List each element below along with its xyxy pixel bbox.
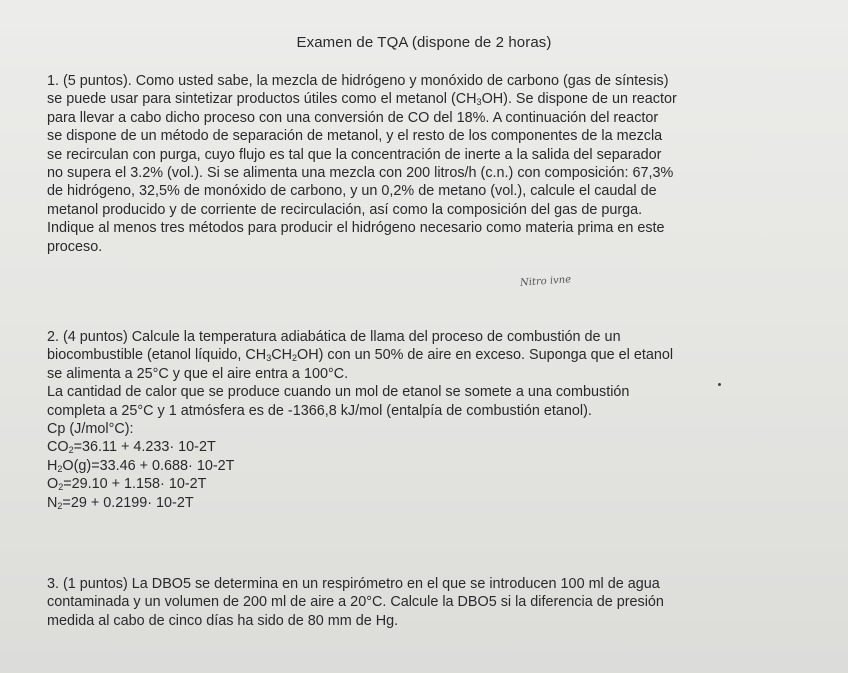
question-3 xyxy=(47,575,825,630)
q3-line: 3. (1 puntos) La DBO5 se determina en un respirómetro en el que se introducen 100 ml de agua xyxy=(47,576,660,592)
q2-line: biocombustible (etanol líquido, $CH_3CH_2OH$) con un 50% de aire en exceso. Suponga que el etanol xyxy=(47,347,674,364)
q1-line: se recirculan con purga, cuyo flujo es tal que la concentración de inerte a la salida del separador xyxy=(47,146,662,163)
cp-co2: $CO_2=36.11 + 4.233\cdot 10-2T$ xyxy=(47,439,216,456)
question-2 xyxy=(47,328,825,512)
q1-line: proceso. xyxy=(47,238,103,255)
question-1 xyxy=(47,72,825,256)
q2-line: 2. (4 puntos) Calcule la temperatura adiabática de llama del proceso de combustión de un xyxy=(47,329,621,345)
stray-mark xyxy=(718,383,721,386)
q1-line: metanol producido y de corriente de recirculación, así como la composición del gas de purga. xyxy=(47,201,643,218)
q3-line: contaminada y un volumen de 200 ml de aire a 20°C. Calcule la DBO5 si la diferencia de presión xyxy=(47,594,664,611)
cp-o2: $O_2=29.10 + 1.158\cdot 10-2T$ xyxy=(47,476,207,493)
q1-line: no supera el 3.2% (vol.). Si se alimenta una mezcla con 200 litros/h (c.n.) con composición: 67,3% xyxy=(47,165,674,182)
q1-line: Indique al menos tres métodos para producir el hidrógeno necesario como materia prima en este xyxy=(47,220,665,237)
q1-line: para llevar a cabo dicho proceso con una conversión de CO del 18%. A continuación del reactor xyxy=(47,109,659,126)
cp-n2: $N_2=29 + 0.2199\cdot 10-2T$ xyxy=(47,494,194,511)
q2-line: completa a 25°C y 1 atmósfera es de -1366,8 kJ/mol (entalpía de combustión etanol). xyxy=(47,402,592,419)
q1-line: de hidrógeno, 32,5% de monóxido de carbono, y un 0,2% de metano (vol.), calcule el caudal de xyxy=(47,183,657,200)
q1-line: se puede usar para sintetizar productos útiles como el metanol $(CH_3OH)$. Se dispone de un reactor xyxy=(47,91,677,108)
handwritten-note: Nitro ivne xyxy=(519,274,572,289)
q2-line: se alimenta a 25°C y que el aire entra a 100°C. xyxy=(47,365,349,382)
cp-h2o: $H_2O(g)=33.46 + 0.688\cdot 10-2T$ xyxy=(47,457,235,474)
q1-line: se dispone de un método de separación de metanol, y el resto de los componentes de la mezcla xyxy=(47,128,663,145)
q2-line: La cantidad de calor que se produce cuando un mol de etanol se somete a una combustión xyxy=(47,384,630,401)
q1-line: 1. (5 puntos). Como usted sabe, la mezcla de hidrógeno y monóxido de carbono (gas de síntesis) xyxy=(47,73,669,89)
exam-title: Examen de TQA (dispone de 2 horas) xyxy=(296,34,552,51)
q3-line: medida al cabo de cinco días ha sido de 80 mm de Hg. xyxy=(47,612,399,629)
cp-header: Cp (J/mol°C): xyxy=(47,421,134,438)
